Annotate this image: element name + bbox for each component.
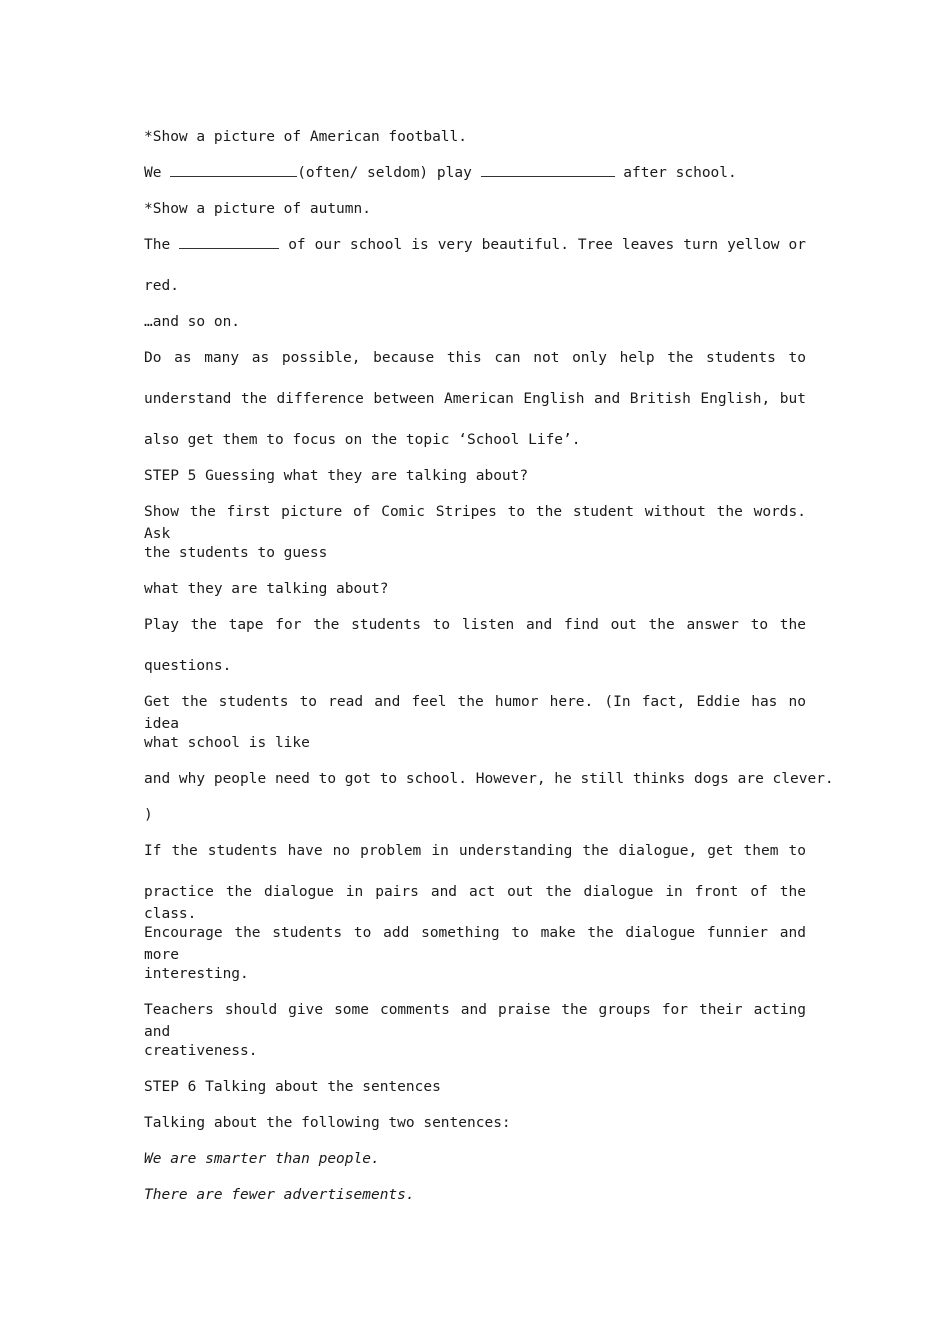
text-line: ) (144, 807, 153, 823)
fill-in-sentence: We (often/ seldom) play after school. (144, 162, 806, 198)
text-line: understand the difference between American English and British English, but (144, 391, 806, 407)
text-line: Get the students to read and feel the humor here. (In fact, Eddie has no idea (144, 694, 806, 732)
text-line: Teachers should give some comments and praise the groups for their acting and (144, 1002, 806, 1040)
text-line: the students to guess (144, 545, 328, 561)
instruction-line: *Show a picture of autumn. (144, 201, 371, 217)
instruction-line: *Show a picture of American football. (144, 129, 468, 145)
text-line: what they are talking about? (144, 581, 389, 597)
step-heading: STEP 6 Talking about the sentences (144, 1079, 441, 1095)
answer-blank (179, 234, 279, 249)
text-line: practice the dialogue in pairs and act out the dialogue in front of the class. (144, 884, 806, 922)
example-sentence: We are smarter than people. (144, 1151, 380, 1167)
answer-blank (481, 162, 615, 177)
text-line: questions. (144, 658, 232, 674)
text-line: Show the first picture of Comic Stripes to the student without the words. Ask (144, 504, 806, 542)
text-line: creativeness. (144, 1043, 258, 1059)
text-line: Play the tape for the students to listen and find out the answer to the (144, 617, 806, 633)
text-line: red. (144, 278, 179, 294)
step-heading: STEP 5 Guessing what they are talking about? (144, 468, 529, 484)
text-line: Do as many as possible, because this can not only help the students to (144, 350, 806, 366)
text-line: and why people need to got to school. However, he still thinks dogs are clever. (144, 771, 834, 787)
text-line: also get them to focus on the topic ‘School Life’. (144, 432, 581, 448)
text-line: Encourage the students to add something to make the dialogue funnier and more (144, 925, 806, 963)
document-body (144, 126, 834, 1220)
text-line: …and so on. (144, 314, 241, 330)
text-line: interesting. (144, 966, 249, 982)
text-line: what school is like (144, 735, 310, 751)
text-line: Talking about the following two sentences: (144, 1115, 511, 1131)
text-line: If the students have no problem in understanding the dialogue, get them to (144, 843, 806, 859)
answer-blank (170, 162, 297, 177)
fill-in-sentence: The of our school is very beautiful. Tree leaves turn yellow or (144, 234, 806, 275)
example-sentence: There are fewer advertisements. (144, 1187, 415, 1203)
